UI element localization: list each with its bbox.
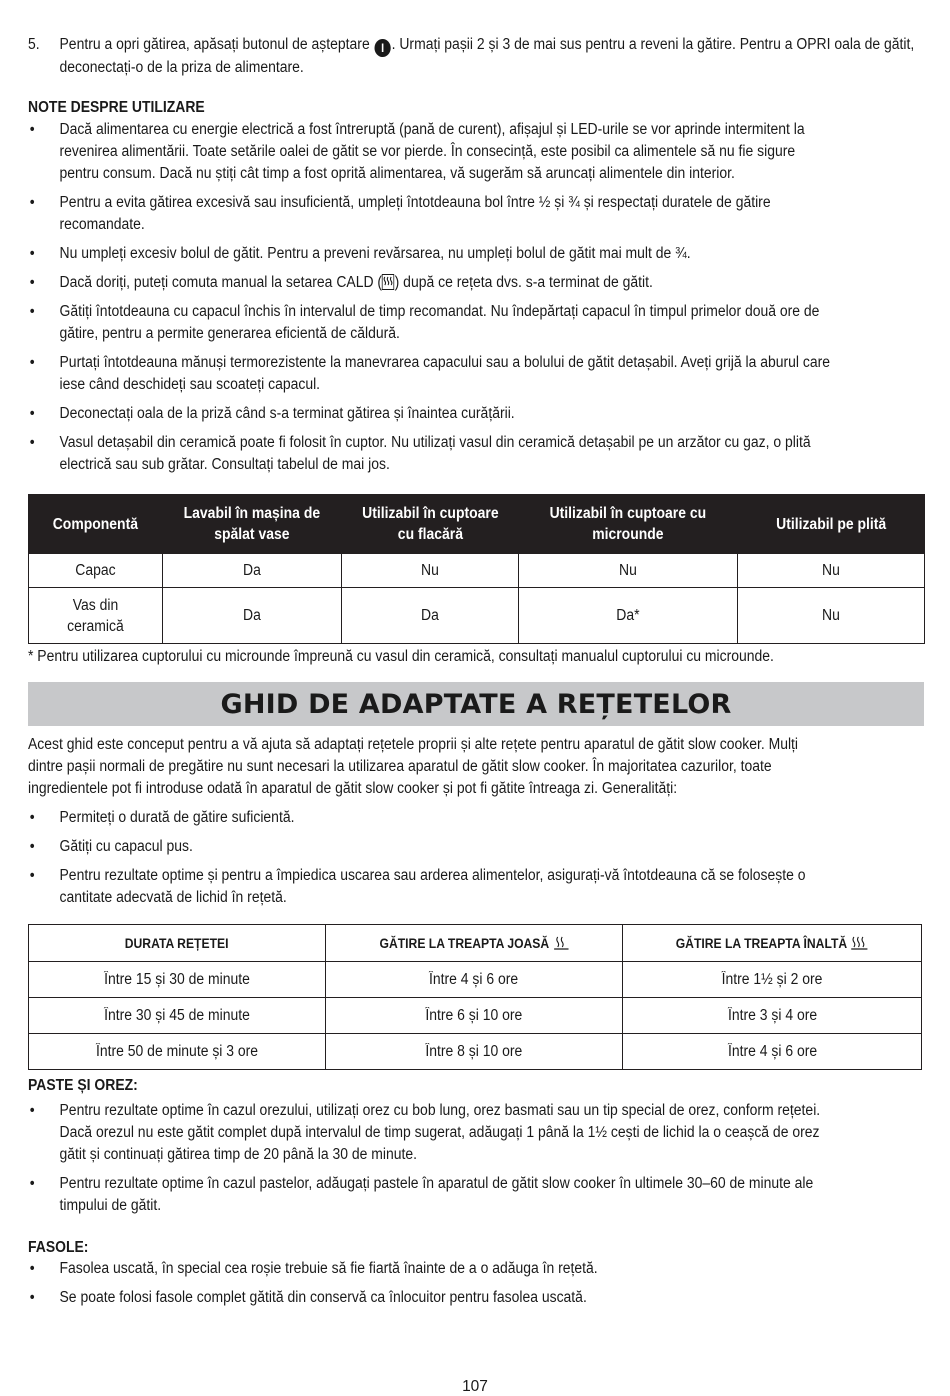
table-cell: Între 30 și 45 de minute [29, 998, 326, 1034]
section-banner [28, 682, 924, 726]
column-header: GĂTIRE LA TREAPTA ÎNALTĂ [623, 925, 922, 962]
table-cell: Între 4 și 6 ore [623, 1034, 922, 1070]
guide-intro: Acest ghid este conceput pentru a vă ajuta să adaptați rețetele proprii și alte rețete pentru aparatul de gătit slow cooker. Mulți dintre pașii normali de pregătire nu sunt necesari la utilizarea aparatul de gătit slow cooker. În majoritatea cazurilor, toate ingredientele pot fi introduse odată în aparatul de gătit slow cooker și pot fi gătite întreaga zi. Generalități: [28, 736, 799, 797]
table-row [29, 962, 922, 998]
list-item: • Pentru rezultate optime în cazul orezului, utilizați orez cu bob lung, orez basmati sau un tip special de orez, conform rețetei. Dacă orezul nu este gătit complet după intervalul de timp sugerat, adăugați 1 până la 1½ cești de lichid la o ceașcă de orez gătit și continuați gătirea timp de 20 până la 30 de minute. [29, 1102, 821, 1163]
table-cell: Vas din ceramică [29, 588, 163, 644]
usage-notes-list [28, 119, 834, 476]
table-cell: Nu [341, 554, 519, 588]
table-header-row [29, 925, 922, 962]
table-footnote: * Pentru utilizarea cuptorului cu microunde împreună cu vasul din ceramică, consultați manualul cuptorului cu microunde. [28, 648, 774, 665]
pasta-rice-heading: PASTE ȘI OREZ: [28, 1077, 138, 1094]
low-heat-icon [553, 936, 569, 950]
list-item: • Gătiți cu capacul pus. [29, 838, 193, 855]
column-header: DURATA REȚETEI [29, 925, 326, 962]
column-header: Lavabil în mașina de spălat vase [162, 495, 341, 554]
standby-button-icon: I [375, 39, 391, 57]
list-item: • Pentru rezultate optime în cazul pastelor, adăugați pastele în aparatul de gătit slow cooker în ultimele 30–60 de minute ale timpului de gătit. [29, 1175, 814, 1214]
list-item: • Gătiți întotdeauna cu capacul închis în intervalul de timp recomandat. Nu îndepărtați capacul în timpul primelor două ore de gătire, pentru a permite generarea eficientă de căldură. [29, 303, 820, 342]
list-item: • Pentru rezultate optime și pentru a împiedica uscarea sau arderea alimentelor, asigurați-vă întotdeauna că se folosește o cantitate adecvată de lichid în rețetă. [29, 867, 806, 906]
table-cell: Între 1½ și 2 ore [623, 962, 922, 998]
adaptation-table [28, 924, 922, 1070]
table-cell: Între 8 și 10 ore [325, 1034, 623, 1070]
guide-section [28, 734, 834, 909]
table-row [29, 998, 922, 1034]
column-header: Utilizabil în cuptoare cu microunde [519, 495, 738, 554]
table-cell: Între 15 și 30 de minute [29, 962, 326, 998]
list-item: • Fasolea uscată, în special cea roșie trebuie să fie fiartă înainte de a o adăuga în rețetă. [29, 1260, 598, 1277]
table-row [29, 588, 925, 644]
list-item: • Permiteți o durată de gătire suficientă. [29, 809, 295, 826]
beans-heading: FASOLE: [28, 1239, 89, 1256]
pasta-rice-list [28, 1100, 834, 1217]
high-heat-icon [851, 936, 869, 950]
table-cell: Între 50 de minute și 3 ore [29, 1034, 326, 1070]
page-number: 107 [462, 1378, 488, 1395]
list-item-warm: • Dacă doriți, puteți comuta manual la setarea CALD ( ) după ce rețeta dvs. s-a terminat de gătit. [29, 274, 653, 291]
column-header: Utilizabil în cuptoare cu flacără [341, 495, 519, 554]
step-number: 5. [28, 36, 40, 53]
column-header: GĂTIRE LA TREAPTA JOASĂ [325, 925, 623, 962]
list-item: • Nu umpleți excesiv bolul de gătit. Pentru a preveni revărsarea, nu umpleți bolul de gătit mai mult de ¾. [29, 245, 691, 262]
table-cell: Capac [29, 554, 163, 588]
table-cell: Nu [738, 588, 925, 644]
list-item: • Deconectați oala de la priză când s-a terminat gătirea și înaintea curățării. [29, 405, 515, 422]
column-header: Componentă [29, 495, 163, 554]
list-item: • Vasul detașabil din ceramică poate fi folosit în cuptor. Nu utilizați vasul din ceramică detașabil pe un arzător cu gaz, o plită electrică sau sub grătar. Consultați tabelul de mai jos. [29, 434, 811, 473]
table-cell: Nu [519, 554, 738, 588]
table-cell: Nu [738, 554, 925, 588]
components-table [28, 494, 925, 644]
list-item: • Se poate folosi fasole complet gătită din conservă ca înlocuitor pentru fasolea uscată. [29, 1289, 587, 1306]
section-title: GHID DE ADAPTATE A REȚETELOR [220, 688, 732, 720]
list-item: • Purtați întotdeauna mănuși termorezistente la manevrarea capacului sau a bolului de gătit detașabil. Aveți grijă la aburul care iese când deschideți sau scoateți capacul. [29, 354, 831, 393]
table-cell: Da [162, 554, 341, 588]
beans-list [28, 1258, 834, 1309]
table-row [29, 554, 925, 588]
list-item: • Dacă alimentarea cu energie electrică a fost întreruptă (pană de curent), afișajul și LED-urile se vor aprinde intermitent la revenirea alimentării. Toate setările oalei de gătit se vor pierde. În consecință, este posibil ca alimentele să nu fie sigure pentru consum. Dacă nu știți cât timp a fost oprită alimentarea, vă sugerăm să aruncați alimentele din interior. [29, 121, 805, 182]
table-cell: Da [341, 588, 519, 644]
step-5-text: Pentru a opri gătirea, apăsați butonul de așteptare I . Urmați pașii 2 și 3 de mai sus pentru a reveni la gătire. Pentru a OPRI oala de gătit, deconectați-o de la priza de alimentare. [59, 36, 915, 76]
table-cell: Da [162, 588, 341, 644]
table-cell: Între 4 și 6 ore [325, 962, 623, 998]
table-header-row [29, 495, 925, 554]
usage-notes-heading: NOTE DESPRE UTILIZARE [28, 99, 205, 116]
table-cell: Da* [519, 588, 738, 644]
warm-setting-icon [382, 274, 395, 290]
list-item: • Pentru a evita gătirea excesivă sau insuficientă, umpleți întotdeauna bol între ½ și ¾ și respectați duratele de gătire recomandate. [29, 194, 771, 233]
table-cell: Între 6 și 10 ore [325, 998, 623, 1034]
column-header: Utilizabil pe plită [738, 495, 925, 554]
table-row [29, 1034, 922, 1070]
table-cell: Între 3 și 4 ore [623, 998, 922, 1034]
